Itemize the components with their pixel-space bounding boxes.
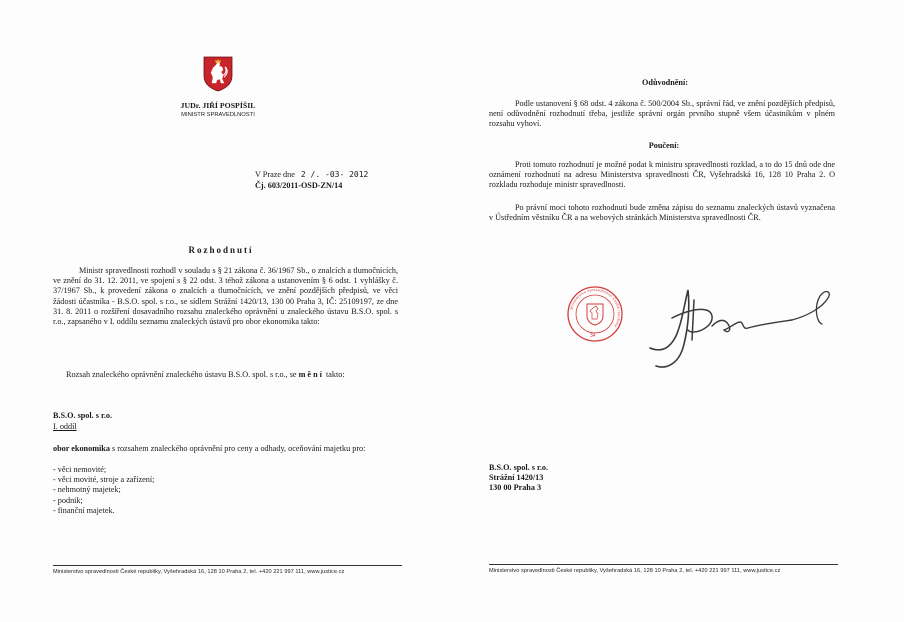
reference-number: Čj. 603/2011-OSD-ZN/14	[255, 181, 343, 190]
footer-divider	[53, 565, 402, 566]
asset-list	[53, 465, 154, 516]
handwritten-signature-icon	[632, 278, 842, 374]
list-item: - věci movité, stroje a zařízení;	[53, 475, 154, 485]
field-bold: obor ekonomika	[53, 444, 110, 453]
footer-divider	[489, 564, 838, 565]
address-line: B.S.O. spol. s r.o.	[489, 463, 549, 472]
change-prefix: Rozsah znaleckého oprávnění znaleckého ústavu B.S.O. spol. s r.o., se	[66, 370, 297, 379]
list-item: - finanční majetek.	[53, 506, 154, 516]
company-name: B.S.O. spol. s r.o.	[53, 411, 113, 420]
effect-text: Po právní moci tohoto rozhodnutí bude změna zápisu do seznamu znaleckých ústavů vyznačena v Ústředním věstníku ČR a na webových stránkách Ministerstva spravedlnosti ČR.	[489, 203, 835, 223]
decision-heading: Rozhodnutí	[188, 245, 254, 255]
address-line: Strážní 1420/13	[489, 473, 544, 483]
field-rest: s rozsahem znaleckého oprávnění pro ceny a odhady, oceňování majetku pro:	[112, 444, 366, 453]
minister-name: JUDr. JIŘÍ POSPÍŠIL	[180, 101, 256, 110]
change-suffix: takto:	[325, 370, 345, 379]
footer-text: Ministerstvo spravedlnosti České republiky, Vyšehradská 16, 128 10 Praha 2, tel. +420 221 997 111, www.justice.cz	[489, 568, 781, 574]
stamp-ring-text	[565, 284, 625, 344]
stamp-ring-label: Ministerstvo spravedlnosti České republiky	[569, 287, 622, 329]
czech-coat-of-arms-icon	[203, 56, 233, 92]
svg-text:Ministerstvo spravedlnosti Čes	[569, 288, 621, 328]
section-label: I. oddíl	[53, 422, 77, 431]
date-prefix: V Praze dne	[255, 170, 295, 179]
reasoning-heading: Odůvodnění:	[642, 78, 688, 87]
field-description	[53, 444, 398, 454]
change-statement	[66, 370, 411, 380]
minister-title: MINISTR SPRAVEDLNOSTI	[181, 112, 255, 118]
instruction-text: Proti tomuto rozhodnutí je možné podat k ministru spravedlnosti rozklad, a to do 15 dnů ode dne oznámení rozhodnutí na adresu Ministerstva spravedlnosti ČR, Vyšehradská 16, 128 10 Praha 2. O rozkladu rozhoduje ministr spravedlnosti.	[489, 160, 835, 190]
instruction-heading: Poučení:	[648, 141, 680, 150]
date-line	[255, 170, 368, 180]
footer-text: Ministerstvo spravedlnosti České republiky, Vyšehradská 16, 128 10 Praha 2, tel. +420 221 997 111, www.justice.cz	[53, 569, 345, 575]
decision-paragraph: Ministr spravedlnosti rozhodl v souladu s § 21 zákona č. 36/1967 Sb., o znalcích a tlumočnících, ve znění do 31. 12. 2011, ve spojení s § 22 odst. 3 téhož zákona a ustanovením § 6 odst. 1 vyhlášky č. 37/1967 Sb., k provedení zákona o znalcích a tlumočnících, ve znění pozdějších předpisů, ve věci žádosti účastníka - B.S.O. spol. s r.o., se sídlem Strážní 1420/13, 130 00 Praha 3, IČ: 25109197, ze dne 31. 8. 2011 o rozšíření dosavadního rozsahu znaleckého oprávnění u znaleckého ústavu B.S.O. spol. s r.o., zapsaného v I. oddílu seznamu znaleckých ústavů pro obor ekonomika takto:	[53, 266, 398, 327]
address-line: 130 00 Praha 3	[489, 483, 542, 493]
stamp-number: 34	[590, 333, 596, 339]
address-block	[489, 463, 548, 494]
date-handwritten: 2 /. -03- 2012	[300, 170, 369, 179]
list-item: - věci nemovité;	[53, 465, 154, 475]
list-item: - nehmotný majetek;	[53, 485, 154, 495]
right-page	[452, 0, 904, 622]
reasoning-text: Podle ustanovení § 68 odst. 4 zákona č. 500/2004 Sb., správní řád, ve znění pozdějších předpisů, není odůvodnění rozhodnutí třeba, jestliže správní orgán prvního stupně všem účastníkům v plném rozsahu vyhoví.	[489, 99, 835, 129]
change-verb: mění	[298, 370, 324, 379]
list-item: - podnik;	[53, 496, 154, 506]
